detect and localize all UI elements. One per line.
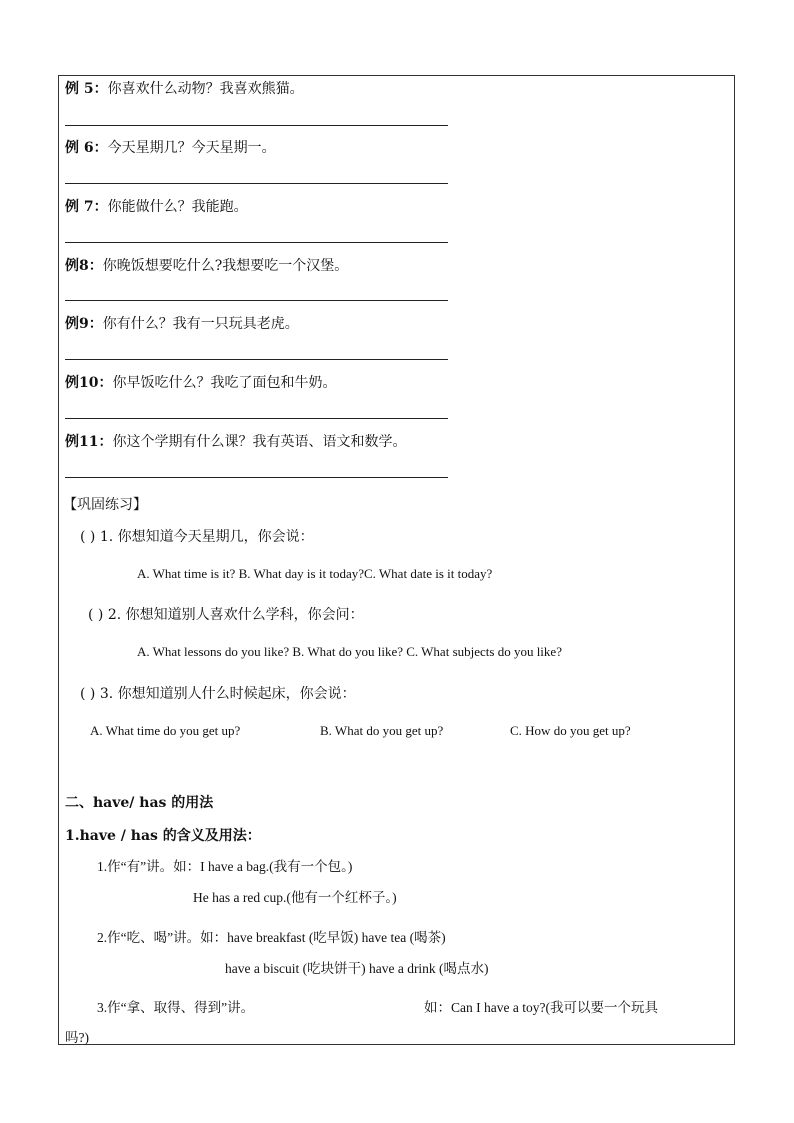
question-2-options: A. What lessons do you like? B. What do you like? C. What subjects do you like? bbox=[137, 644, 562, 659]
question-1: ( ) 1. 你想知道今天星期几，你会说： bbox=[80, 529, 314, 545]
answer-line-9 bbox=[65, 359, 448, 360]
answer-line-5 bbox=[65, 125, 448, 126]
question-2: ( ) 2. 你想知道别人喜欢什么学科，你会问： bbox=[88, 607, 364, 623]
usage-1-line-2: He has a red cup.(他有一个红杯子。) bbox=[193, 890, 397, 905]
usage-3-line-1: 3.作“拿、取得、得到”讲。 bbox=[97, 1000, 255, 1015]
example-6: 例 6：今天星期几？今天星期一。 bbox=[65, 140, 276, 156]
example-11: 例11：你这个学期有什么课？我有英语、语文和数学。 bbox=[65, 434, 407, 450]
question-3-option-b: B. What do you get up? bbox=[320, 723, 444, 738]
practice-heading: 【巩固练习】 bbox=[63, 497, 147, 513]
question-3: ( ) 3. 你想知道别人什么时候起床，你会说： bbox=[80, 686, 356, 702]
example-8: 例8：你晚饭想要吃什么?我想要吃一个汉堡。 bbox=[65, 258, 349, 274]
example-5: 例 5：你喜欢什么动物？我喜欢熊猫。 bbox=[65, 81, 304, 97]
section-subtitle: 1.have / has 的含义及用法： bbox=[65, 828, 261, 844]
usage-2-line-1: 2.作“吃、喝”讲。如：have breakfast (吃早饭) have tea (喝茶) bbox=[97, 930, 446, 945]
example-9: 例9：你有什么？我有一只玩具老虎。 bbox=[65, 316, 299, 332]
question-1-options: A. What time is it? B. What day is it today?C. What date is it today? bbox=[137, 566, 493, 581]
question-3-option-a: A. What time do you get up? bbox=[90, 723, 241, 738]
answer-line-7 bbox=[65, 242, 448, 243]
usage-2-line-2: have a biscuit (吃块饼干) have a drink (喝点水) bbox=[225, 961, 489, 976]
usage-3-line-2: 如：Can I have a toy?(我可以要一个玩具 bbox=[424, 1000, 658, 1015]
answer-line-11 bbox=[65, 477, 448, 478]
section-title: 二、have/ has 的用法 bbox=[65, 795, 214, 811]
answer-line-6 bbox=[65, 183, 448, 184]
example-10: 例10：你早饭吃什么？我吃了面包和牛奶。 bbox=[65, 375, 337, 391]
usage-3-line-3: 吗?) bbox=[65, 1030, 89, 1045]
answer-line-10 bbox=[65, 418, 448, 419]
example-7: 例 7：你能做什么？我能跑。 bbox=[65, 199, 248, 215]
usage-1-line-1: 1.作“有”讲。如：I have a bag.(我有一个包。) bbox=[97, 859, 353, 874]
question-3-option-c: C. How do you get up? bbox=[510, 723, 631, 738]
answer-line-8 bbox=[65, 300, 448, 301]
